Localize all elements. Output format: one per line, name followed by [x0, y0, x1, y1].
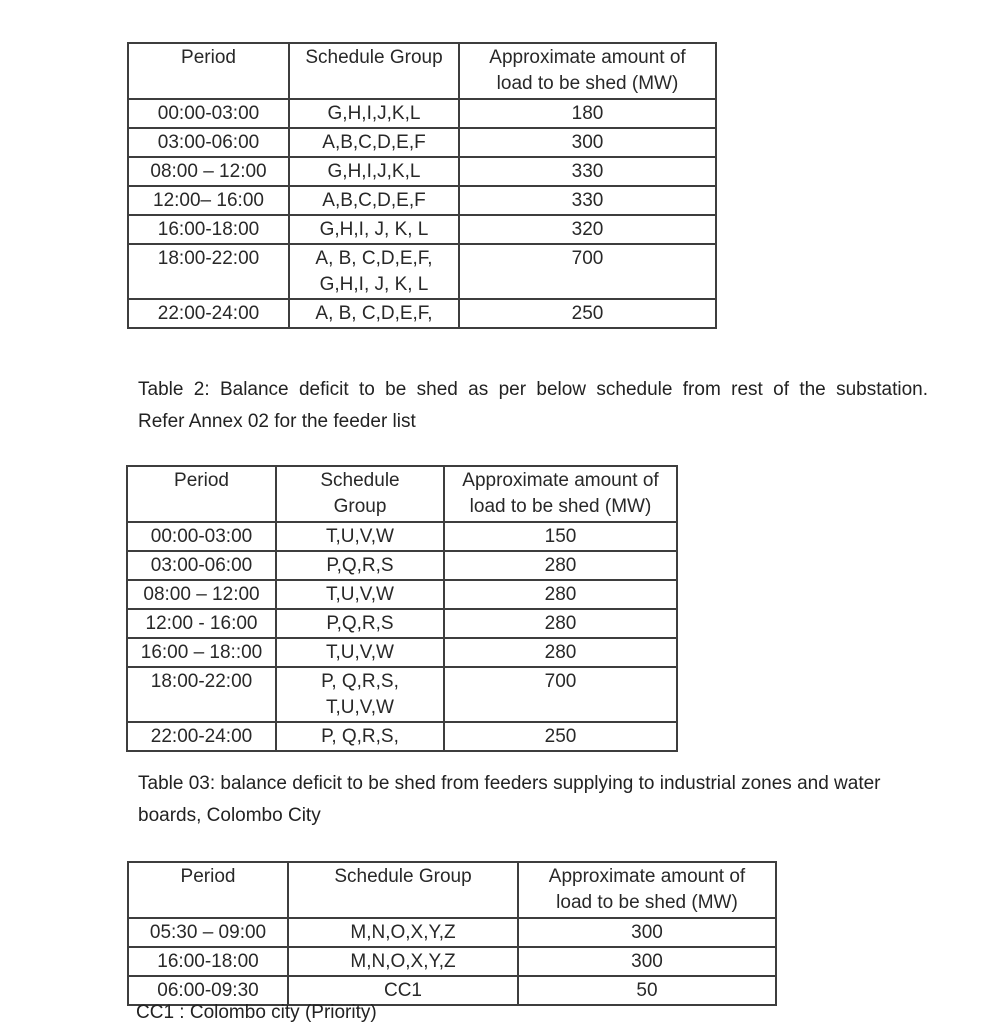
period-cell: 08:00 – 12:00	[128, 157, 289, 186]
table-header-row	[128, 862, 776, 918]
table-row	[127, 609, 677, 638]
period-cell: 03:00-06:00	[127, 551, 276, 580]
group-cell: P, Q,R,S,	[276, 722, 444, 751]
load-cell: 280	[444, 609, 677, 638]
group-cell: CC1	[288, 976, 518, 1005]
table-row	[127, 551, 677, 580]
table-row	[128, 99, 716, 128]
load-column-header: Approximate amount of load to be shed (MW)	[518, 862, 776, 918]
load-cell: 250	[444, 722, 677, 751]
group-cell: A, B, C,D,E,F,	[289, 299, 459, 328]
load-cell: 280	[444, 551, 677, 580]
load-shed-table-1	[127, 42, 717, 329]
schedule-group-column-header: Schedule Group	[288, 862, 518, 918]
group-cell: P,Q,R,S	[276, 609, 444, 638]
table-row	[127, 580, 677, 609]
group-cell: A,B,C,D,E,F	[289, 128, 459, 157]
group-cell: G,H,I, J, K, L	[289, 215, 459, 244]
group-cell: M,N,O,X,Y,Z	[288, 918, 518, 947]
group-cell: M,N,O,X,Y,Z	[288, 947, 518, 976]
load-cell: 180	[459, 99, 716, 128]
table-row	[128, 215, 716, 244]
load-cell: 300	[518, 918, 776, 947]
period-cell: 12:00– 16:00	[128, 186, 289, 215]
table2-caption-line2: Refer Annex 02 for the feeder list	[138, 411, 416, 432]
group-cell: P, Q,R,S, T,U,V,W	[276, 667, 444, 722]
table3-caption	[138, 768, 978, 832]
table-row	[127, 667, 677, 722]
group-cell: A, B, C,D,E,F, G,H,I, J, K, L	[289, 244, 459, 299]
table-row	[127, 722, 677, 751]
table-row	[128, 299, 716, 328]
load-cell: 50	[518, 976, 776, 1005]
load-cell: 700	[444, 667, 677, 722]
table-row	[128, 947, 776, 976]
load-cell: 330	[459, 157, 716, 186]
table-row	[127, 522, 677, 551]
table-header-row	[127, 466, 677, 522]
load-cell: 250	[459, 299, 716, 328]
period-column-header: Period	[127, 466, 276, 522]
period-cell: 00:00-03:00	[127, 522, 276, 551]
load-shed-table-2	[126, 465, 678, 752]
period-column-header: Period	[128, 862, 288, 918]
group-cell: A,B,C,D,E,F	[289, 186, 459, 215]
table2-caption-line1: Table 2: Balance deficit to be shed as per below schedule from rest of the substation.	[138, 379, 928, 400]
load-cell: 320	[459, 215, 716, 244]
table-header-row	[128, 43, 716, 99]
load-shed-table-3	[127, 861, 777, 1006]
period-cell: 03:00-06:00	[128, 128, 289, 157]
load-cell: 300	[518, 947, 776, 976]
load-column-header: Approximate amount of load to be shed (MW)	[444, 466, 677, 522]
table2-caption	[138, 374, 928, 438]
period-cell: 16:00-18:00	[128, 947, 288, 976]
period-cell: 16:00-18:00	[128, 215, 289, 244]
period-cell: 18:00-22:00	[127, 667, 276, 722]
period-cell: 12:00 - 16:00	[127, 609, 276, 638]
period-cell: 08:00 – 12:00	[127, 580, 276, 609]
period-cell: 05:30 – 09:00	[128, 918, 288, 947]
table3-caption-line2: boards, Colombo City	[138, 805, 321, 826]
table3-caption-line1: Table 03: balance deficit to be shed from feeders supplying to industrial zones and water	[138, 773, 881, 794]
cc1-footnote: CC1 : Colombo city (Priority)	[136, 1002, 377, 1023]
period-cell: 22:00-24:00	[128, 299, 289, 328]
load-cell: 300	[459, 128, 716, 157]
period-cell: 18:00-22:00	[128, 244, 289, 299]
group-cell: T,U,V,W	[276, 638, 444, 667]
load-cell: 150	[444, 522, 677, 551]
load-cell: 280	[444, 638, 677, 667]
group-cell: P,Q,R,S	[276, 551, 444, 580]
load-cell: 700	[459, 244, 716, 299]
group-cell: T,U,V,W	[276, 580, 444, 609]
period-column-header: Period	[128, 43, 289, 99]
schedule-group-column-header: Schedule Group	[289, 43, 459, 99]
table-row	[128, 186, 716, 215]
period-cell: 22:00-24:00	[127, 722, 276, 751]
group-cell: G,H,I,J,K,L	[289, 157, 459, 186]
load-cell: 280	[444, 580, 677, 609]
table-row	[127, 638, 677, 667]
load-cell: 330	[459, 186, 716, 215]
table-row	[128, 918, 776, 947]
table-row	[128, 244, 716, 299]
table-row	[128, 128, 716, 157]
period-cell: 06:00-09:30	[128, 976, 288, 1005]
period-cell: 00:00-03:00	[128, 99, 289, 128]
period-cell: 16:00 – 18::00	[127, 638, 276, 667]
group-cell: T,U,V,W	[276, 522, 444, 551]
schedule-group-column-header: Schedule Group	[276, 466, 444, 522]
group-cell: G,H,I,J,K,L	[289, 99, 459, 128]
table-row	[128, 157, 716, 186]
load-column-header: Approximate amount of load to be shed (MW)	[459, 43, 716, 99]
